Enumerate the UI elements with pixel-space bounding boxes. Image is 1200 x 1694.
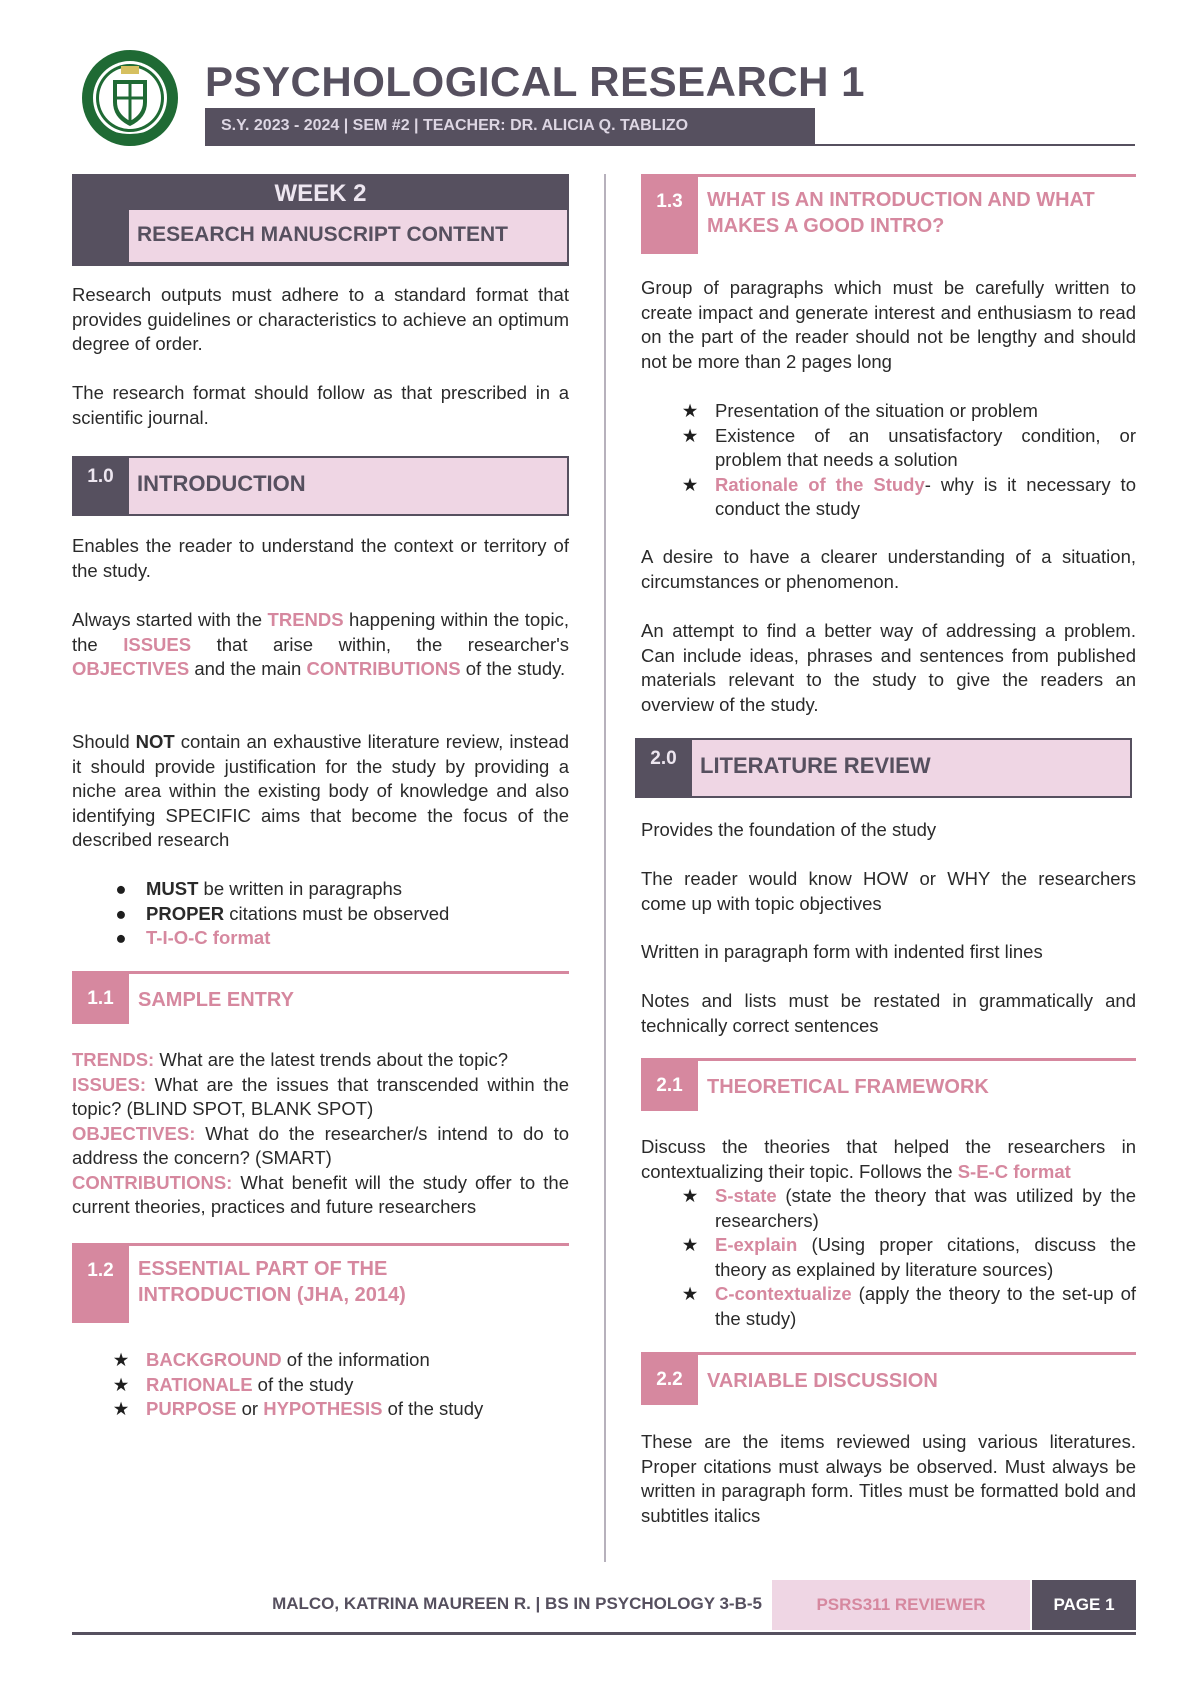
section-title: SAMPLE ENTRY	[138, 989, 294, 1011]
section-header-2-1	[641, 1058, 1136, 1111]
section-title: ESSENTIAL PART OF THE INTRODUCTION (JHA, 2014)	[138, 1258, 406, 1306]
paragraph: Always started with the TRENDS happening within the topic, the ISSUES that arise within, the researcher's OBJECTIVES and the main CONTRIBUTIONS of the study.	[72, 609, 569, 679]
keyword-issues: ISSUES	[123, 633, 192, 655]
section-header-2-0	[635, 738, 1132, 798]
star-icon: ★	[681, 424, 699, 446]
sample-entry: OBJECTIVES: What do the researcher/s intend to do to address the concern? (SMART)	[72, 1122, 569, 1168]
list-item: ★ Rationale of the Study- why is it necessary to conduct the study	[677, 473, 1136, 522]
section-header-1-1	[72, 971, 569, 1024]
week-banner	[72, 174, 569, 266]
section-header-1-2	[72, 1243, 569, 1323]
section-number: 1.2	[72, 1246, 129, 1323]
section-header-2-2	[641, 1352, 1136, 1405]
course-info-bar: S.Y. 2023 - 2024 | SEM #2 | TEACHER: DR. ALICIA Q. TABLIZO	[205, 108, 815, 144]
sample-entry: TRENDS: What are the latest trends about the topic?	[72, 1049, 509, 1070]
section-title: VARIABLE DISCUSSION	[707, 1370, 938, 1392]
star-list	[677, 1184, 1136, 1331]
week-label: WEEK 2	[274, 180, 367, 207]
section-title: THEORETICAL FRAMEWORK	[707, 1076, 989, 1098]
section-title: INTRODUCTION	[129, 458, 567, 514]
intro-paragraph: The research format should follow as that prescribed in a scientific journal.	[72, 382, 569, 428]
footer-course-code: PSRS311 REVIEWER	[772, 1580, 1030, 1630]
section-header-1-3	[641, 174, 1136, 254]
university-seal-logo	[80, 46, 180, 150]
star-icon: ★	[112, 1398, 130, 1419]
paragraph: An attempt to find a better way of addressing a problem. Can include ideas, phrases and sentences from published materials relevant to the study to give the readers an overview of the study.	[641, 620, 1136, 715]
section-title: LITERATURE REVIEW	[692, 740, 1130, 796]
bullet-icon: ●	[115, 902, 127, 924]
paragraph: Group of paragraphs which must be carefully written to create impact and generate interest and enthusiasm to read on the part of the reader should not be lengthy and should not be more than 2 pages long	[641, 277, 1136, 372]
paragraph: Written in paragraph form with indented first lines	[641, 941, 1043, 962]
keyword-objectives: OBJECTIVES	[72, 658, 190, 679]
bullet-icon: ●	[115, 927, 127, 948]
section-number: 1.0	[87, 466, 114, 487]
footer-rule	[72, 1632, 1136, 1635]
bullet-list	[108, 877, 569, 951]
star-icon: ★	[681, 1234, 699, 1255]
list-item: ★ Existence of an unsatisfactory condition, or problem that needs a solution	[677, 424, 1136, 473]
section-header-1-0	[72, 456, 569, 516]
section-title: WHAT IS AN INTRODUCTION AND WHAT MAKES A GOOD INTRO?	[707, 189, 1095, 237]
star-icon: ★	[112, 1349, 130, 1370]
footer-author: MALCO, KATRINA MAUREEN R. | BS IN PSYCHOLOGY 3-B-5	[272, 1594, 762, 1613]
star-list	[677, 399, 1136, 522]
star-list	[108, 1348, 569, 1422]
list-item: ★ PURPOSE or HYPOTHESIS of the study	[108, 1397, 569, 1422]
section-number: 1.1	[72, 974, 129, 1024]
intro-paragraph: Research outputs must adhere to a standard format that provides guidelines or characteristics to achieve an optimum degree of order.	[72, 284, 569, 354]
paragraph: Discuss the theories that helped the researchers in contextualizing their topic. Follows the S-E-C format	[641, 1136, 1136, 1182]
page-number: PAGE 1	[1032, 1580, 1136, 1630]
keyword-trends: TRENDS	[267, 609, 344, 630]
paragraph: The reader would know HOW or WHY the researchers come up with topic objectives	[641, 868, 1136, 914]
star-icon: ★	[681, 1185, 699, 1206]
list-item: ● T-I-O-C format	[108, 926, 569, 951]
list-item: ★ S-state (state the theory that was utilized by the researchers)	[677, 1184, 1136, 1233]
sample-entry-list	[72, 1048, 569, 1220]
list-item: ● PROPER citations must be observed	[108, 902, 569, 927]
section-number: 2.2	[641, 1355, 698, 1405]
list-item: ● MUST be written in paragraphs	[108, 877, 569, 902]
header-rule	[205, 144, 1135, 146]
list-item: ★ Presentation of the situation or problem	[677, 399, 1136, 424]
list-item: ★ C-contextualize (apply the theory to the set-up of the study)	[677, 1282, 1136, 1331]
list-item: ★ E-explain (Using proper citations, discuss the theory as explained by literature sources)	[677, 1233, 1136, 1282]
star-icon: ★	[681, 473, 699, 495]
paragraph: Notes and lists must be restated in grammatically and technically correct sentences	[641, 990, 1136, 1036]
section-number: 1.3	[641, 177, 698, 254]
paragraph: Should NOT contain an exhaustive literature review, instead it should provide justification for the study by providing a niche area within the existing body of knowledge and also identifying SPECIFIC aims that become the focus of the described research	[72, 731, 569, 850]
paragraph: These are the items reviewed using various literatures. Proper citations must always be observed. Must always be written in paragraph form. Titles must be formatted bold and subtitles italics	[641, 1431, 1136, 1526]
section-number: 2.0	[650, 748, 677, 769]
paragraph: Provides the foundation of the study	[641, 819, 937, 840]
sample-entry: ISSUES: What are the issues that transcended within the topic? (BLIND SPOT, BLANK SPOT)	[72, 1073, 569, 1119]
section-number: 2.1	[641, 1061, 698, 1111]
star-icon: ★	[681, 1283, 699, 1304]
keyword-contributions: CONTRIBUTIONS	[306, 658, 461, 679]
document-title: PSYCHOLOGICAL RESEARCH 1	[205, 58, 865, 105]
sample-entry: CONTRIBUTIONS: What benefit will the study offer to the current theories, practices and future researchers	[72, 1171, 569, 1217]
paragraph: A desire to have a clearer understanding of a situation, circumstances or phenomenon.	[641, 546, 1136, 592]
paragraph: Enables the reader to understand the context or territory of the study.	[72, 535, 569, 581]
bullet-icon: ●	[115, 878, 127, 899]
week-topic-title: RESEARCH MANUSCRIPT CONTENT	[129, 210, 567, 262]
star-icon: ★	[681, 400, 699, 421]
column-divider	[604, 174, 606, 1562]
star-icon: ★	[112, 1373, 130, 1395]
list-item: ★ BACKGROUND of the information	[108, 1348, 569, 1373]
list-item: ★ RATIONALE of the study	[108, 1373, 569, 1398]
